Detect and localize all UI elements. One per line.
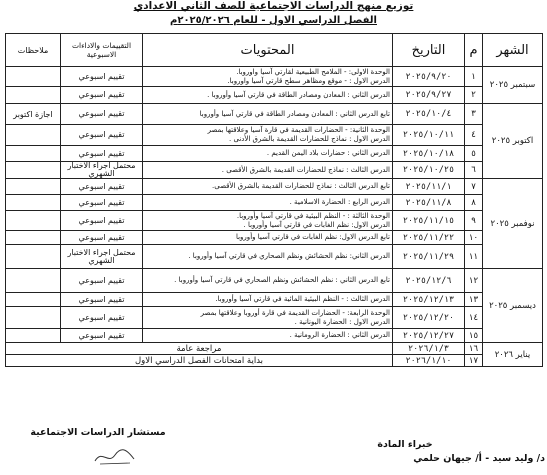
header-content: المحتويات [143,34,393,67]
experts-title: خبراء المادة [377,439,433,450]
row-notes [6,195,61,211]
table-header-row [6,34,543,67]
content-line: الدرس الاول : - موقع ومظاهر سطح قارتي آسيا واوروبا. [227,76,390,85]
row-notes [6,87,61,104]
row-date: ٢٠٢٥/١١/١ [393,179,465,195]
row-notes [6,329,61,343]
table-row [6,67,543,87]
row-notes [6,269,61,293]
content-line: تابع الدرس الاول: نظم الغابات في قارتي آسيا وأوروبا [235,233,390,241]
content-line: الوحدة الثانية: - الحضارات القديمة في قارة آسيا وعلاقتها بمصر [207,126,390,134]
row-date: ٢٠٢٦/١/١٠ [393,355,465,367]
table-row [6,179,543,195]
content-line: تابع الدرس الثاني : المعادن ومصادر الطاقة في قارتي آسيا وأوروبا [199,109,390,118]
row-number: ١١ [465,245,483,269]
table-row [6,307,543,329]
signature-mark [90,445,140,469]
row-number: ١٠ [465,231,483,245]
content-line: الدرس الرابع : الحضارة الاسلامية . [289,198,390,206]
table-row [6,87,543,104]
row-notes [6,211,61,231]
row-assessment: محتمل اجراء الاختبار الشهري [61,162,143,179]
row-number: ٥ [465,146,483,162]
content-line: الدرس الاول: نظم الغابات في قارتي آسيا وأوروبا . [243,220,390,229]
row-number: ٤ [465,125,483,146]
content-line: الدرس الاول : نماذج للحضارات القديمة بالشرق الأدنى . [229,135,390,143]
content-line: الدرس الثاني : المعادن ومصادر الطاقة في قارتي آسيا وأوروبا . [207,90,390,99]
row-date: ٢٠٢٥/١١/٢٩ [393,245,465,269]
row-content [143,231,393,245]
row-date: ٢٠٢٥/١٢/١٣ [393,293,465,307]
row-notes [6,146,61,162]
row-content: مراجعة عامة [6,343,393,355]
row-date: ٢٠٢٥/١٢/٢٧ [393,329,465,343]
table-row [6,293,543,307]
curriculum-table [5,33,543,367]
row-number: ١٥ [465,329,483,343]
content-line: الدرس الثاني: نظم الحشائش ونظم الصحاري في قارتي آسيا وأوروبا . [188,252,390,260]
month-cell: ديسمبر ٢٠٢٥ [483,269,543,343]
row-content [143,146,393,162]
table-row [6,343,543,355]
row-assessment: تقييم اسبوعي [61,146,143,162]
month-cell: سبتمبر ٢٠٢٥ [483,67,543,104]
month-cell: اكتوبر ٢٠٢٥ [483,104,543,179]
row-number: ١٤ [465,307,483,329]
content-line: الدرس الثالث : - النظم البيئية المائية في قارتي آسيا وأوروبا. [215,295,390,303]
row-assessment: تقييم اسبوعي [61,104,143,125]
table-row [6,355,543,367]
row-number: ١٢ [465,269,483,293]
row-notes [6,245,61,269]
row-date: ٢٠٢٥/١١/٢٢ [393,231,465,245]
row-date: ٢٠٢٥/١٠/٢٥ [393,162,465,179]
row-content: بداية امتحانات الفصل الدراسي الاول [6,355,393,367]
row-number: ١٧ [465,355,483,367]
table-row [6,125,543,146]
content-line: الوحدة الثالثة : - النظم البيئية في قارتي آسيا وأوروبا. [236,211,390,220]
row-assessment: تقييم اسبوعي [61,195,143,211]
page-title: توزيع منهج الدراسات الاجتماعية للصف الثاني الاعدادي [133,0,414,12]
content-line: الدرس الثاني : الحضارة الرومانية . [289,331,390,339]
content-line: الدرس الثالث : نماذج للحضارات القديمة بالشرق الأقصى . [221,165,390,174]
row-number: ٨ [465,195,483,211]
table-row [6,104,543,125]
row-notes [6,231,61,245]
month-cell: يناير ٢٠٢٦ [483,343,543,367]
row-assessment: تقييم اسبوعي [61,231,143,245]
row-number: ٧ [465,179,483,195]
header-num: م [465,34,483,67]
row-content [143,162,393,179]
row-date: ٢٠٢٥/١٠/١٨ [393,146,465,162]
row-content [143,125,393,146]
row-date: ٢٠٢٥/١١/٨ [393,195,465,211]
table-row [6,245,543,269]
row-assessment: تقييم اسبوعي [61,87,143,104]
row-number: ٣ [465,104,483,125]
header-notes: ملاحظات [6,34,61,67]
table-row [6,162,543,179]
content-line: الدرس الثاني : حضارات بلاد اليمن القديم . [266,149,390,157]
row-assessment: تقييم اسبوعي [61,307,143,329]
content-line: تابع الدرس الثاني : نظم الحشائش ونظم الصحاري في قارتي آسيا وأوروبا . [174,276,390,284]
row-content [143,245,393,269]
row-date: ٢٠٢٥/١٠/٤ [393,104,465,125]
content-line: الدرس الاول : الحضارة اليونانية . [294,317,390,326]
header-assessments: التقييمات والاداءات الاسبوعية [61,34,143,67]
row-notes [6,307,61,329]
table-row [6,195,543,211]
row-content [143,195,393,211]
row-assessment: تقييم اسبوعي [61,211,143,231]
row-date: ٢٠٢٥/١٢/٢٠ [393,307,465,329]
row-content [143,67,393,87]
row-notes [6,162,61,179]
advisor-title: مستشار الدراسات الاجتماعية [30,427,166,438]
row-assessment: تقييم اسبوعي [61,269,143,293]
row-number: ١٦ [465,343,483,355]
row-assessment: تقييم اسبوعي [61,329,143,343]
row-content [143,293,393,307]
row-content [143,329,393,343]
table-row [6,329,543,343]
content-line: تابع الدرس الثالث : نماذج للحضارات القديمة بالشرق الأقصى. [212,182,390,190]
row-assessment: محتمل اجراء الاختبار الشهري [61,245,143,269]
content-line: الوحدة الرابعة: - الحضارات القديمة في قارة أوروبا وعلاقتها بمصر [200,308,390,317]
table-row [6,211,543,231]
table-row [6,231,543,245]
row-date: ٢٠٢٥/٩/٢٠ [393,67,465,87]
page-subtitle: الفصل الدراسي الاول - للعام ٢٠٢٥/٢٠٢٦م [170,15,377,26]
row-assessment: تقييم اسبوعي [61,179,143,195]
row-assessment: تقييم اسبوعي [61,125,143,146]
row-assessment: تقييم اسبوعي [61,67,143,87]
row-content [143,269,393,293]
month-cell: نوفمبر ٢٠٢٥ [483,179,543,269]
row-notes [6,293,61,307]
row-notes [6,179,61,195]
row-date: ٢٠٢٥/١٠/١١ [393,125,465,146]
row-content [143,179,393,195]
row-assessment: تقييم اسبوعي [61,293,143,307]
experts-names: د/ وليد سيد - أ/ جيهان حلمي [413,453,545,464]
table-row [6,269,543,293]
row-date: ٢٠٢٥/٩/٢٧ [393,87,465,104]
row-number: ١ [465,67,483,87]
table-row [6,146,543,162]
row-notes [6,125,61,146]
content-line: الوحدة الاولى: - الملامح الطبيعية لقارتي آسيا واوروبا. [236,67,390,76]
row-number: ٦ [465,162,483,179]
header-month: الشهر [483,34,543,67]
header-date: التاريخ [393,34,465,67]
row-number: ٩ [465,211,483,231]
row-content [143,307,393,329]
row-content [143,104,393,125]
row-notes [6,67,61,87]
row-date: ٢٠٢٦/١/٣ [393,343,465,355]
row-notes: اجازة اكتوبر [6,104,61,125]
row-date: ٢٠٢٥/١٢/٦ [393,269,465,293]
row-content [143,211,393,231]
row-number: ١٣ [465,293,483,307]
row-date: ٢٠٢٥/١١/١٥ [393,211,465,231]
row-number: ٢ [465,87,483,104]
row-content [143,87,393,104]
